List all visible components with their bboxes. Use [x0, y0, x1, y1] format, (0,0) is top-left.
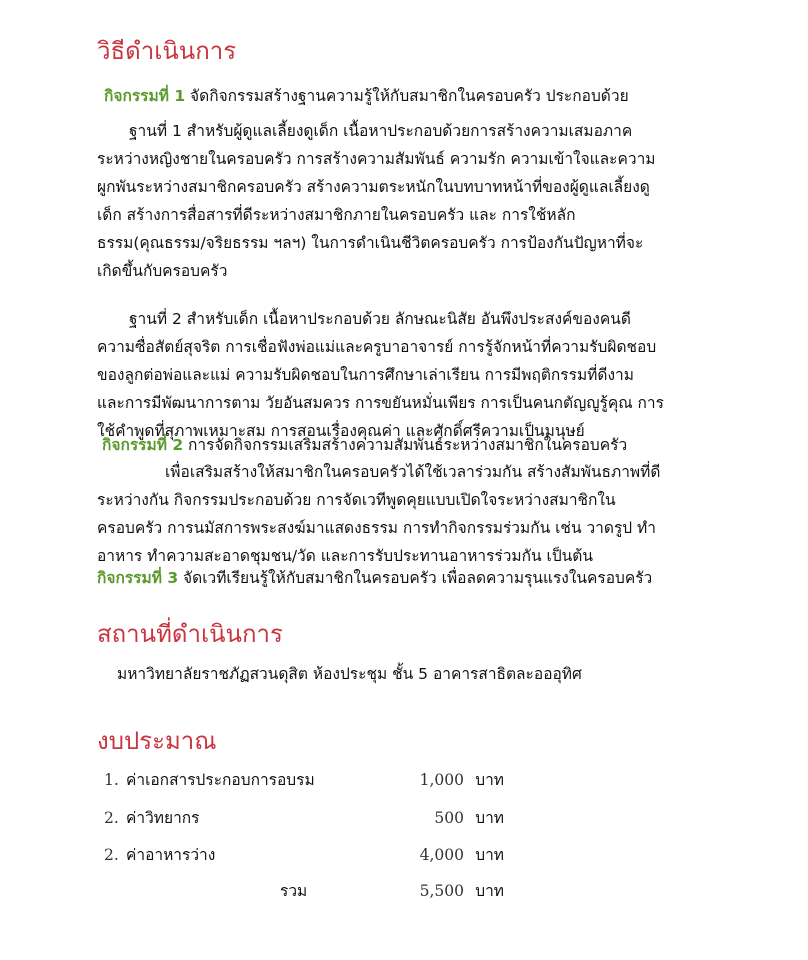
budget-total-amount: 5,500: [419, 882, 464, 900]
activity-2-detail-line: เพื่อเสริมสร้างให้สมาชิกในครอบครัวได้ใช้เวลาร่วมกัน สร้างสัมพันธภาพที่ดี: [165, 463, 661, 481]
base-2-line: และการมีพัฒนาการตาม วัยอันสมควร การขยันหมั่นเพียร การเป็นคนกตัญญูรู้คุณ การ: [97, 394, 664, 412]
activity-3-line: [97, 566, 652, 590]
budget-row: [104, 767, 524, 793]
budget-row: [104, 805, 524, 831]
budget-item-number: 1.: [104, 771, 119, 789]
budget-total-row: [104, 878, 524, 904]
budget-item-unit: บาท: [475, 846, 504, 864]
activity-3-label: กิจกรรมที่ 3: [97, 569, 179, 587]
base-2-paragraph: [97, 305, 664, 445]
base-1-line: ระหว่างหญิงชายในครอบครัว การสร้างความสัมพันธ์ ความรัก ความเข้าใจและความ: [97, 150, 656, 168]
base-2-line: ความซื่อสัตย์สุจริต การเชื่อฟังพ่อแม่และครูบาอาจารย์ การรู้จักหน้าที่ความรับผิดชอบ: [97, 338, 657, 356]
base-1-paragraph: [97, 117, 656, 285]
heading-budget: งบประมาณ: [97, 727, 217, 755]
activity-2-detail-line: ระหว่างกัน กิจกรรมประกอบด้วย การจัดเวทีพูดคุยแบบเปิดใจระหว่างสมาชิกใน: [97, 491, 616, 509]
budget-item-label: ค่าวิทยากร: [126, 809, 200, 827]
activity-1-line: [104, 84, 629, 108]
budget-total-unit: บาท: [475, 882, 504, 900]
activity-2-paragraph: [97, 458, 660, 570]
budget-item-amount: 4,000: [419, 846, 464, 864]
base-1-line: ผูกพันระหว่างสมาชิกครอบครัว สร้างความตระหนักในบทบาทหน้าที่ของผู้ดูแลเลี้ยงดู: [97, 178, 650, 196]
budget-row: [104, 842, 524, 868]
heading-methods: วิธีดำเนินการ: [97, 37, 237, 65]
budget-item-number: 2.: [104, 809, 119, 827]
activity-1-text: จัดกิจกรรมสร้างฐานความรู้ให้กับสมาชิกในครอบครัว ประกอบด้วย: [185, 87, 629, 105]
base-1-line: เด็ก สร้างการสื่อสารที่ดีระหว่างสมาชิกภายในครอบครัว และ การใช้หลัก: [97, 206, 576, 224]
budget-item-amount: 500: [434, 809, 464, 827]
budget-item-number: 2.: [104, 846, 119, 864]
venue-text: มหาวิทยาลัยราชภัฏสวนดุสิต ห้องประชุม ชั้น 5 อาคารสาธิตละอออุทิศ: [117, 665, 582, 683]
activity-2-text: การจัดกิจกรรมเสริมสร้างความสัมพันธ์ระหว่างสมาชิกในครอบครัว: [183, 436, 628, 454]
activity-2-label: กิจกรรมที่ 2: [102, 436, 184, 454]
budget-total-label: รวม: [280, 882, 308, 900]
base-2-line: ของลูกต่อพ่อและแม่ ความรับผิดชอบในการศึกษาเล่าเรียน การมีพฤติกรรมที่ดีงาม: [97, 366, 634, 384]
budget-item-amount: 1,000: [419, 771, 464, 789]
base-2-line: ฐานที่ 2 สำหรับเด็ก เนื้อหาประกอบด้วย ลักษณะนิสัย อันพึงประสงค์ของคนดี: [129, 310, 631, 328]
budget-item-label: ค่าเอกสารประกอบการอบรม: [126, 771, 315, 789]
base-2-line: ใช้คำพูดที่สุภาพเหมาะสม การสอนเรื่องคุณค่า และศักดิ์ศรีความเป็นมนุษย์: [97, 422, 585, 440]
activity-2-detail-line: ครอบครัว การนมัสการพระสงฆ์มาแสดงธรรม การทำกิจกรรมร่วมกัน เช่น วาดรูป ทำ: [97, 519, 656, 537]
heading-venue: สถานที่ดำเนินการ: [97, 620, 283, 648]
base-1-line: ธรรม(คุณธรรม/จริยธรรม ฯลฯ) ในการดำเนินชีวิตครอบครัว การป้องกันปัญหาที่จะ: [97, 234, 644, 252]
activity-3-text: จัดเวทีเรียนรู้ให้กับสมาชิกในครอบครัว เพื่อลดความรุนแรงในครอบครัว: [178, 569, 653, 587]
activity-2-line: [102, 433, 627, 457]
budget-item-unit: บาท: [475, 771, 504, 789]
budget-item-unit: บาท: [475, 809, 504, 827]
base-1-line: ฐานที่ 1 สำหรับผู้ดูแลเลี้ยงดูเด็ก เนื้อหาประกอบด้วยการสร้างความเสมอภาค: [129, 122, 633, 140]
base-1-line: เกิดขึ้นกับครอบครัว: [97, 262, 228, 280]
activity-1-label: กิจกรรมที่ 1: [104, 87, 186, 105]
budget-item-label: ค่าอาหารว่าง: [126, 846, 216, 864]
activity-2-detail-line: อาหาร ทำความสะอาดชุมชน/วัด และการรับประทานอาหารร่วมกัน เป็นต้น: [97, 547, 593, 565]
